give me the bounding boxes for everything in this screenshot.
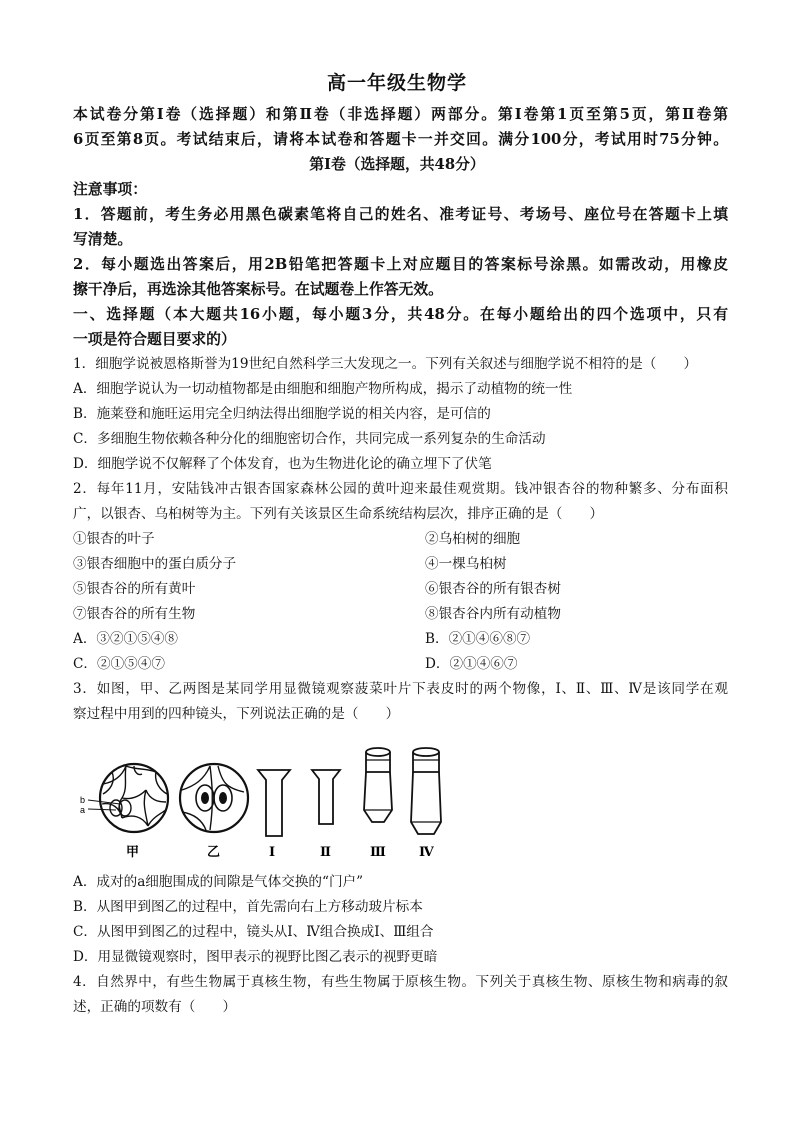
q2-item-6: ⑥银杏谷的所有银杏树 (425, 581, 561, 597)
pointer-line-a (88, 809, 116, 810)
q2-item-4: ④一棵乌桕树 (425, 556, 507, 572)
q2-stem-line-1: 2．每年11月，安陆钱冲古银杏国家森林公园的黄叶迎来最佳观赏期。钱冲银杏谷的物种繁多、分布面积 (73, 481, 728, 497)
q3-stem-line-2: 察过程中用到的四种镜头，下列说法正确的是（ ） (73, 706, 400, 722)
label-lens-2: Ⅱ (320, 845, 331, 860)
q1-option-a: A．细胞学说认为一切动植物都是由细胞和细胞产物所构成，揭示了动植物的统一性 (73, 381, 573, 397)
view-jia (80, 764, 168, 860)
intro-line-1: 本试卷分第Ⅰ卷（选择题）和第Ⅱ卷（非选择题）两部分。第Ⅰ卷第1页至第5页，第Ⅱ卷第 (73, 106, 728, 123)
q2-item-3: ③银杏细胞中的蛋白质分子 (73, 556, 237, 572)
label-jia: 甲 (126, 845, 140, 860)
q2-option-d: D．②①④⑥⑦ (425, 656, 518, 672)
label-lens-3: Ⅲ (370, 845, 386, 860)
note-line-4: 擦干净后，再选涂其他答案标号。在试题卷上作答无效。 (73, 281, 443, 298)
q3-stem-line-1: 3．如图，甲、乙两图是某同学用显微镜观察菠菜叶片下表皮时的两个物像，Ⅰ、Ⅱ、Ⅲ、Ⅳ是该同学在观 (73, 681, 728, 697)
q1-option-c: C．多细胞生物依赖各种分化的细胞密切合作，共同完成一系列复杂的生命活动 (73, 431, 546, 447)
q2-item-row (73, 552, 728, 577)
q2-item-5: ⑤银杏谷的所有黄叶 (73, 581, 196, 597)
lens-1-icon (258, 770, 290, 860)
section-header: 第Ⅰ卷（选择题，共48分） (309, 156, 485, 173)
q1-option-d: D．细胞学说不仅解释了个体发育，也为生物进化论的确立埋下了伏笔 (73, 456, 492, 472)
label-yi: 乙 (207, 845, 221, 860)
intro-line-2: 6页至第8页。考试结束后，请将本试卷和答题卡一并交回。满分100分，考试用时75分钟。 (73, 131, 728, 148)
label-lens-1: Ⅰ (269, 845, 276, 860)
pointer-label-a: a (80, 805, 86, 815)
q2-option-c: C．②①⑤④⑦ (73, 656, 165, 672)
q2-item-1: ①银杏的叶子 (73, 531, 155, 547)
view-yi (180, 764, 248, 860)
lens-3-icon (364, 748, 392, 860)
q3-option-b: B．从图甲到图乙的过程中，首先需向右上方移动玻片标本 (73, 899, 423, 915)
part1-heading-line-1: 一、选择题（本大题共16小题，每小题3分，共48分。在每小题给出的四个选项中，只有 (73, 306, 728, 323)
page-title: 高一年级生物学 (326, 72, 467, 94)
q2-item-row (73, 527, 728, 552)
lens-4-icon (411, 748, 441, 860)
note-line-3: 2．每小题选出答案后，用2B铅笔把答题卡上对应题目的答案标号涂黑。如需改动，用橡皮 (73, 256, 728, 273)
q2-option-row (73, 652, 728, 677)
q2-item-row (73, 602, 728, 627)
q1-stem: 1．细胞学说被恩格斯誉为19世纪自然科学三大发现之一。下列有关叙述与细胞学说不相符的是（ ） (73, 356, 698, 372)
q1-option-b: B．施莱登和施旺运用完全归纳法得出细胞学说的相关内容，是可信的 (73, 406, 491, 422)
q2-option-a: A．③②①⑤④⑧ (73, 631, 178, 647)
q2-item-2: ②乌桕树的细胞 (425, 531, 521, 547)
q3-option-a: A．成对的a细胞围成的间隙是气体交换的“门户” (73, 874, 364, 890)
note-line-1: 1．答题前，考生务必用黑色碳素笔将自己的姓名、准考证号、考场号、座位号在答题卡上填 (73, 206, 728, 223)
q2-item-7: ⑦银杏谷的所有生物 (73, 606, 196, 622)
q2-item-row (73, 577, 728, 602)
q2-option-row (73, 627, 728, 652)
microscope-figure (76, 742, 456, 860)
note-line-2: 写清楚。 (73, 231, 133, 248)
part1-heading-line-2: 一项是符合题目要求的） (73, 331, 236, 348)
q4-stem-line-2: 述，正确的项数有（ ） (73, 999, 237, 1015)
q4-stem-line-1: 4．自然界中，有些生物属于真核生物，有些生物属于原核生物。下列关于真核生物、原核生物和病毒的叙 (73, 974, 728, 990)
q2-stem-line-2: 广，以银杏、乌桕树等为主。下列有关该景区生命系统结构层次，排序正确的是（ ） (73, 506, 604, 522)
lens-2-icon (312, 770, 340, 860)
q3-option-c: C．从图甲到图乙的过程中，镜头从Ⅰ、Ⅳ组合换成Ⅰ、Ⅲ组合 (73, 924, 434, 940)
q2-item-8: ⑧银杏谷内所有动植物 (425, 606, 561, 622)
pointer-label-b: b (80, 795, 86, 805)
q3-option-d: D．用显微镜观察时，图甲表示的视野比图乙表示的视野更暗 (73, 949, 438, 965)
notes-heading: 注意事项： (73, 181, 147, 198)
label-lens-4: Ⅳ (419, 845, 434, 860)
q2-option-b: B．②①④⑥⑧⑦ (425, 631, 531, 647)
